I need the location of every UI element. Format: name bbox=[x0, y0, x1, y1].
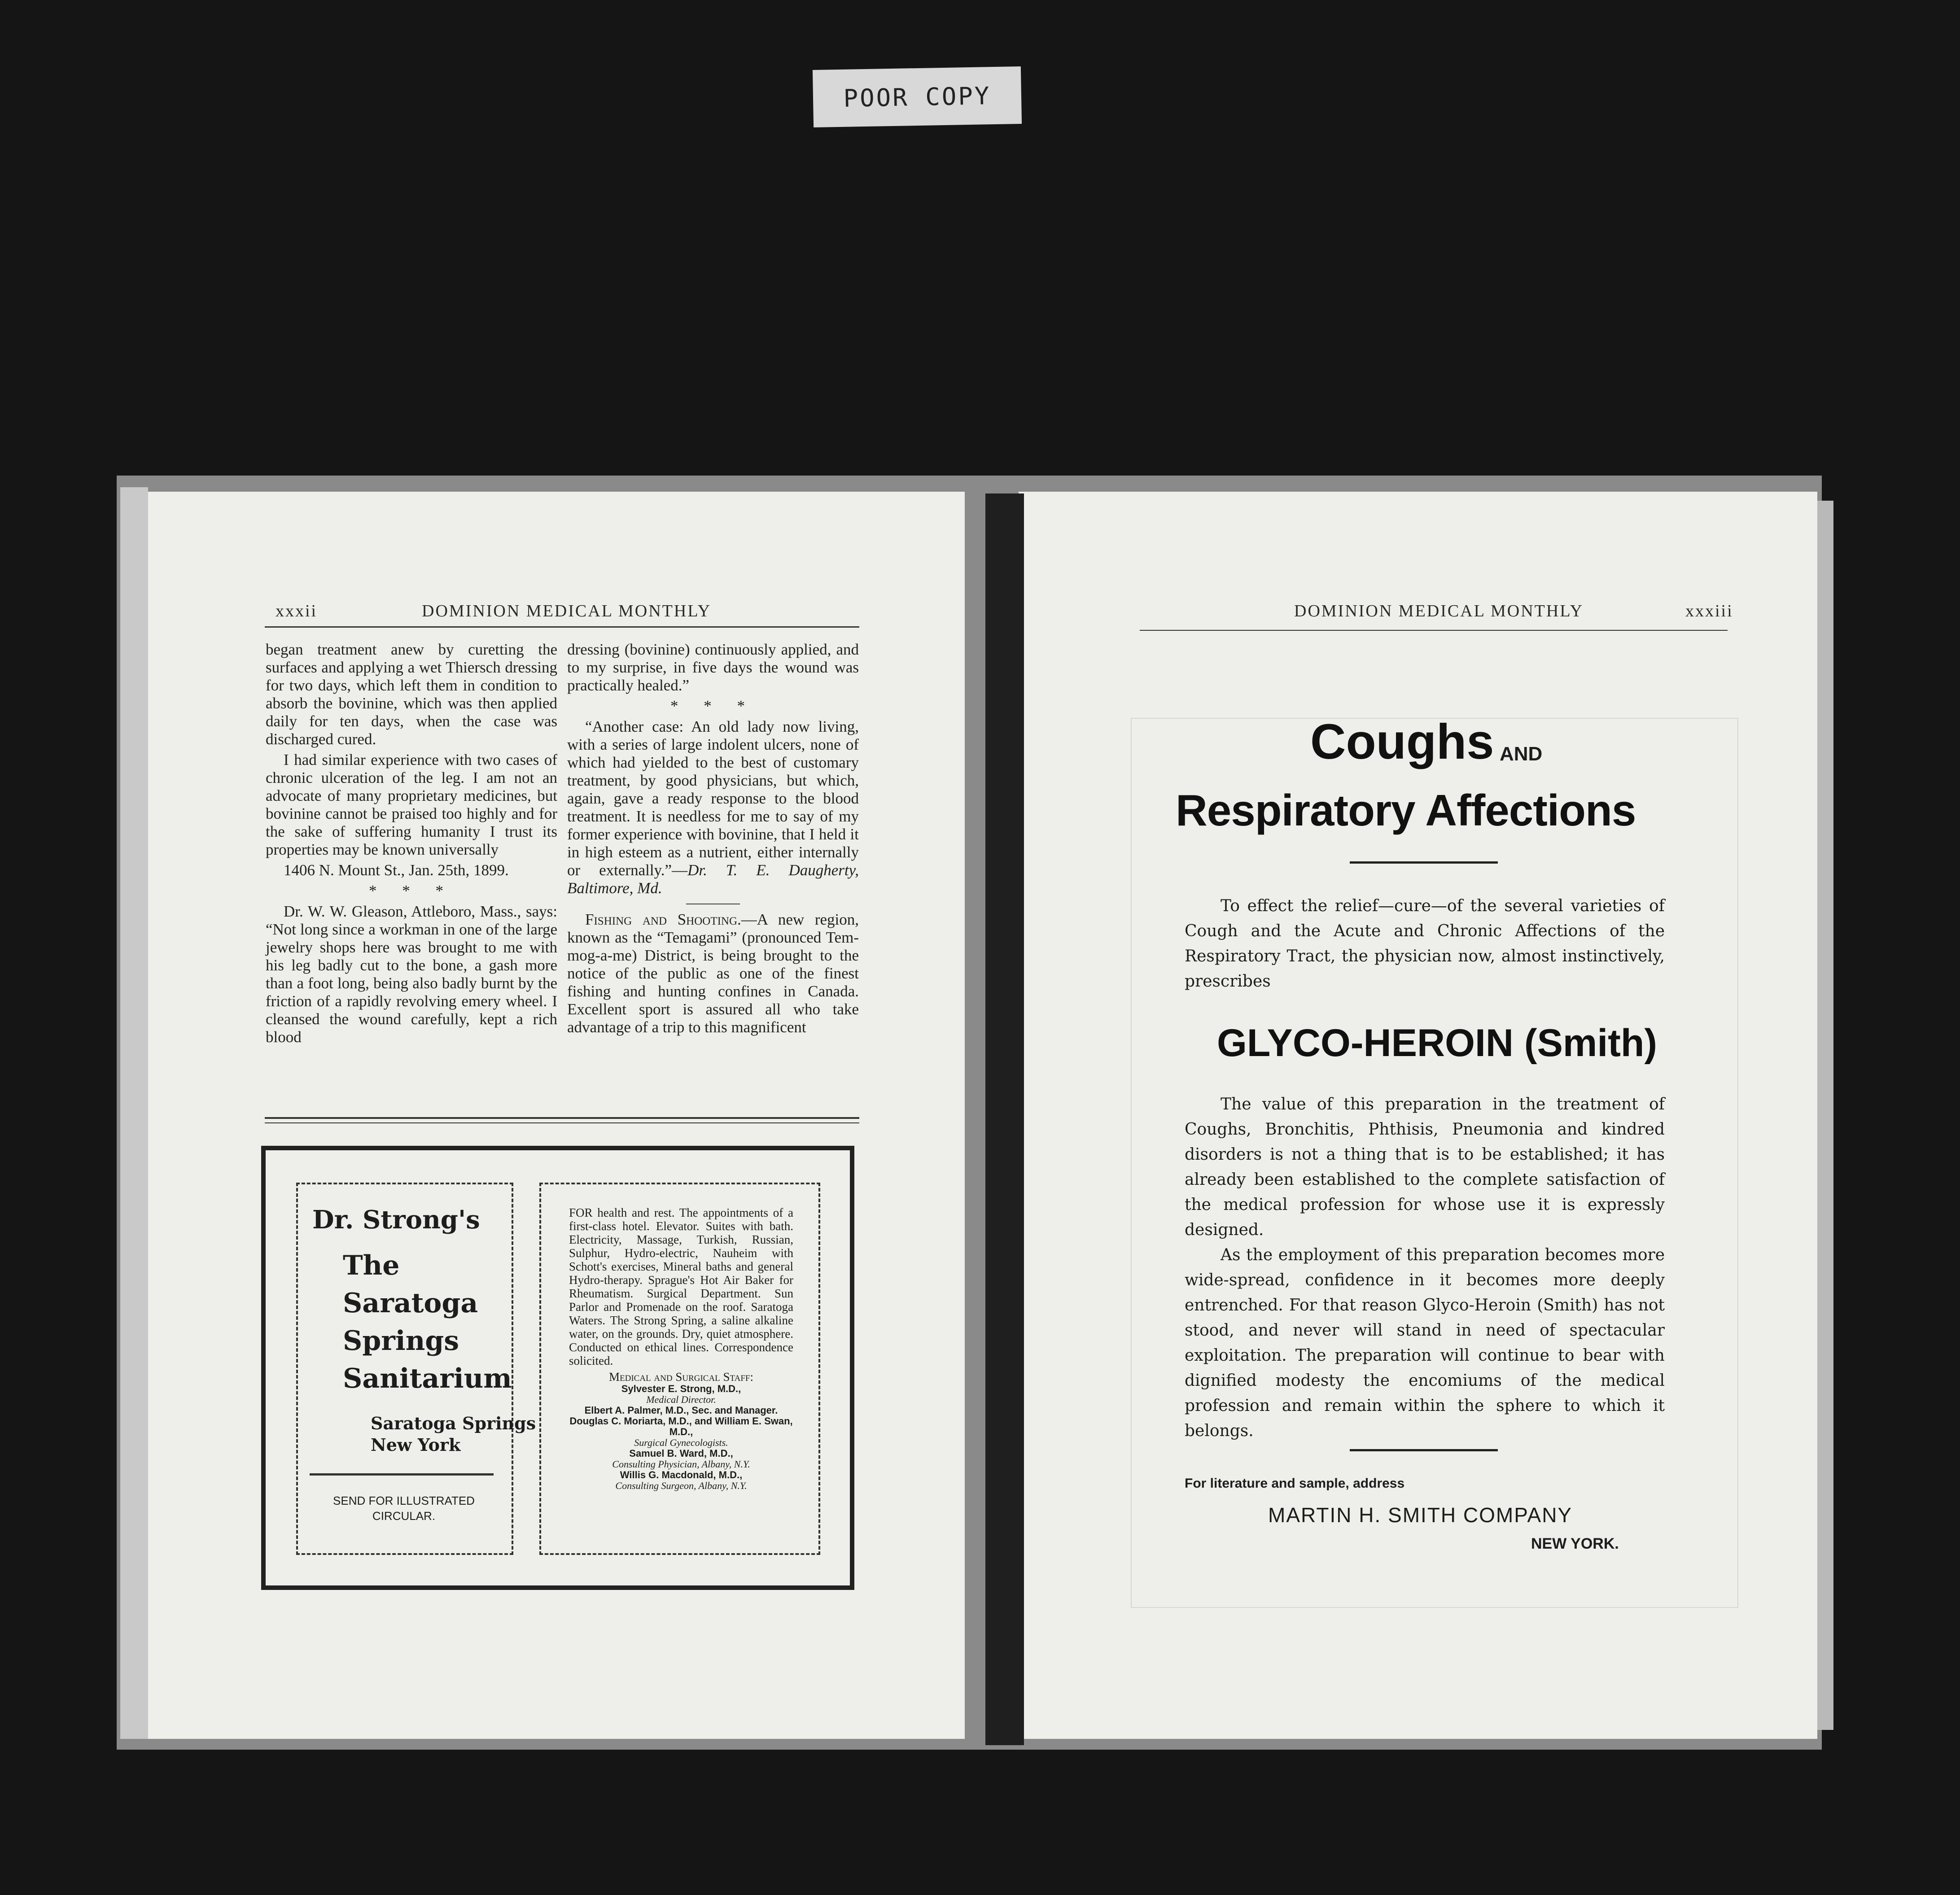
paragraph: dressing (bovinine) continuously applied, and to my surprise, in five days the wound was practically healed.” bbox=[567, 641, 859, 694]
ad-body-text: FOR health and rest. The appointments of a first-class hotel. Elevator. Suites with bath. Electricity, Massage, Turkish, Russian, Sulphur, Hydro-electric, Nauheim with Schott's exercises, Mineral baths and general Hydro-therapy. Sprague's Hot Air Baker for Rheumatism. Surgical Department. Sun Parlor and Promenade on the roof. Saratoga Waters. The Strong Spring, a saline alkaline water, on the grounds. Dry, quiet atmosphere. Conducted on ethical lines. Correspondence solicited. bbox=[569, 1206, 793, 1367]
column-end-rule bbox=[265, 1117, 859, 1119]
section-text: —A new region, known as the “Temagami” (pronounced Tem-mog-a-me) District, is being brought to the notice of the public as one of the finest fishing and hunting confines in Canada. Excellent sport is assured all who take advantage of a trip to this magnificent bbox=[567, 911, 859, 1036]
poor-copy-label: POOR COPY bbox=[813, 66, 1022, 127]
paragraph: Dr. W. W. Gleason, Attleboro, Mass., says: “Not long since a workman in one of the large jewelry shops here was brought to me with his leg badly cut to the bone, a gash more than a foot long, being also badly burnt by the friction of a rapidly revolving emery wheel. I cleansed the wound carefully, kept a rich blood bbox=[266, 903, 557, 1046]
left-head-rule bbox=[265, 626, 859, 628]
paragraph: As the employment of this preparation becomes more wide-spread, confidence in it becomes more deeply entrenched. For that reason Glyco-Heroin (Smith) has not stood, and never will stand in need of spectacular exploitation. The preparation will continue to bear with dignified modesty the encomiums of the medical profession and remain within the sphere to which it belongs. bbox=[1185, 1246, 1665, 1440]
ad-description bbox=[569, 1206, 793, 1491]
paragraph bbox=[567, 911, 859, 1036]
staff-role: Consulting Physician, Albany, N.Y. bbox=[612, 1458, 750, 1470]
staff-name: Sylvester E. Strong, M.D., bbox=[621, 1383, 741, 1394]
dateline: 1406 N. Mount St., Jan. 25th, 1899. bbox=[284, 861, 509, 879]
closing-rule bbox=[1350, 1449, 1498, 1451]
intro-paragraph bbox=[1185, 894, 1665, 994]
left-column-2 bbox=[567, 641, 859, 1039]
staff-role: Consulting Surgeon, Albany, N.Y. bbox=[615, 1480, 747, 1491]
book-spine bbox=[985, 493, 1024, 1745]
signature: Dr. T. E. Daugherty, Baltimore, Md. bbox=[567, 861, 859, 897]
left-folio: xxxii bbox=[276, 602, 318, 620]
product-name: GLYCO-HEROIN (Smith) bbox=[1217, 1022, 1658, 1065]
paragraph: began treatment anew by curetting the surfaces and applying a wet Thiersch dressing for two days, which left them in condition to absorb the bovinine, which was then applied daily for ten days, when the case was discharged cured. bbox=[266, 641, 557, 748]
right-running-head: DOMINION MEDICAL MONTHLY bbox=[1294, 602, 1584, 620]
paragraph: I had similar experience with two cases of chronic ulceration of the leg. I am not an advocate of many proprietary medicines, but bovinine cannot be praised too highly and for the sake of suffering humanity I trust its properties may be known universally bbox=[266, 751, 557, 858]
right-head-rule bbox=[1140, 630, 1728, 631]
headline-and: AND bbox=[1500, 743, 1543, 765]
ad-send-circular: SEND FOR ILLUSTRATED CIRCULAR. bbox=[333, 1494, 475, 1523]
company-city: NEW YORK. bbox=[1531, 1535, 1619, 1552]
quote-text: “Another case: An old lady now living, with a series of large indolent ulcers, none of which had yielded to the best of customary treatment, by good physicians, but which, again, gave a ready response to the blood treatment. It is needless for me to say of my former experience with bovinine, that I held it in high esteem as a nutrient, either internally or externally.”— bbox=[567, 718, 859, 879]
ad-title: Dr. Strong's bbox=[312, 1205, 480, 1235]
page-edges-left bbox=[120, 487, 148, 1739]
staff-name: Willis G. Macdonald, M.D., bbox=[620, 1469, 743, 1480]
ad-name-line: The bbox=[343, 1250, 400, 1281]
staff-name: Douglas C. Moriarta, M.D., and William E. Swan, M.D., bbox=[569, 1415, 793, 1437]
staff-role: Surgical Gynecologists. bbox=[634, 1437, 728, 1448]
body-paragraphs bbox=[1185, 1092, 1665, 1444]
headline-respiratory: Respiratory Affections bbox=[1176, 786, 1636, 835]
ad-divider bbox=[310, 1473, 494, 1476]
staff-role: Medical Director. bbox=[646, 1394, 716, 1405]
page-edges-right bbox=[1817, 501, 1833, 1730]
ad-name-line: Springs bbox=[343, 1325, 459, 1357]
ad-city-line: Saratoga Springs bbox=[371, 1413, 536, 1433]
headline-coughs: Coughs bbox=[1310, 714, 1494, 769]
ad-city-line: New York bbox=[371, 1435, 461, 1455]
ad-name-line: Sanitarium bbox=[343, 1363, 512, 1394]
company-name: MARTIN H. SMITH COMPANY bbox=[1268, 1503, 1573, 1527]
left-column-1 bbox=[266, 641, 557, 1049]
headline-rule bbox=[1350, 861, 1498, 864]
literature-line: For literature and sample, address bbox=[1185, 1476, 1405, 1491]
section-heading: Fishing and Shooting. bbox=[585, 911, 741, 928]
column-end-rule-thin bbox=[265, 1122, 859, 1123]
ad-name-line: Saratoga bbox=[343, 1288, 478, 1319]
staff-name: Elbert A. Palmer, M.D., Sec. and Manager. bbox=[584, 1405, 778, 1416]
ad-staff-heading: Medical and Surgical Staff: bbox=[609, 1370, 753, 1384]
section-stars: * * * bbox=[670, 697, 756, 715]
section-stars: * * * bbox=[369, 882, 454, 899]
left-running-head: DOMINION MEDICAL MONTHLY bbox=[422, 602, 712, 620]
paragraph bbox=[567, 718, 859, 897]
staff-name: Samuel B. Ward, M.D., bbox=[629, 1448, 733, 1459]
right-folio: xxxiii bbox=[1685, 602, 1733, 620]
paragraph: The value of this preparation in the treatment of Coughs, Bronchitis, Phthisis, Pneumonia and kindred disorders is not a thing that is to be established; it has already been established to the complete satisfaction of the medical profession for whose use it is expressly designed. bbox=[1185, 1095, 1665, 1239]
intro-text: To effect the relief—cure—of the several varieties of Cough and the Acute and Chronic Affections of the Respiratory Tract, the physician now, almost instinctively, prescribes bbox=[1185, 897, 1665, 991]
